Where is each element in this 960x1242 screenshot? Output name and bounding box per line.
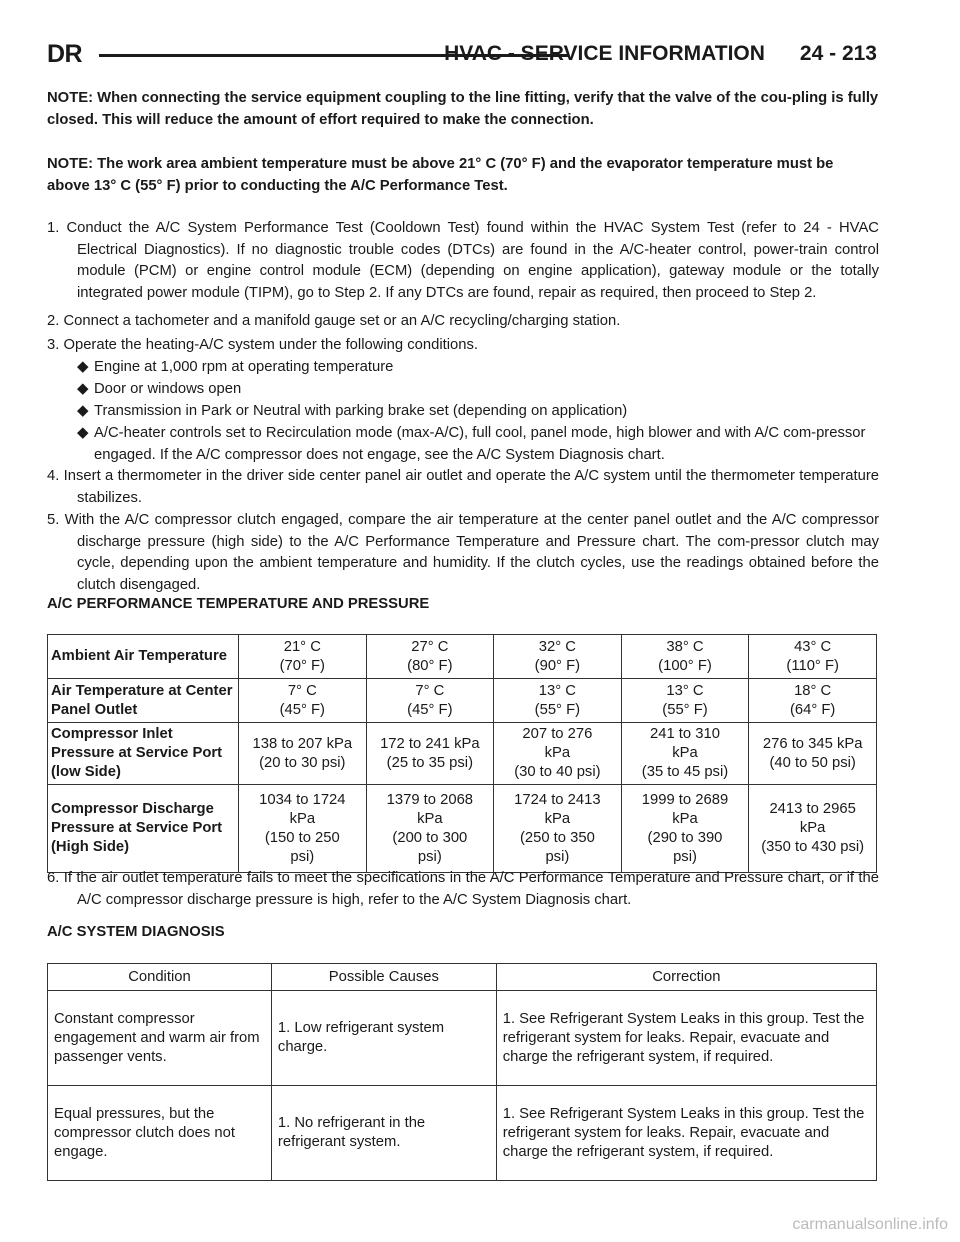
table-cell: 1. Low refrigerant system charge. [271,991,496,1086]
bullet-item: ◆ A/C-heater controls set to Recirculation mode (max-A/C), full cool, panel mode, high blower and with A/C com-pressor engaged. If the A/C compressor does not engage, see the A/C System Diagnosis chart. [77,425,866,463]
watermark: carmanualsonline.info [792,1216,948,1233]
table-row [48,679,877,723]
table-cell: 1724 to 2413 kPa (250 to 350 psi) [494,785,622,873]
table-cell: 1034 to 1724 kPa (150 to 250 psi) [239,785,367,873]
table-cell: 276 to 345 kPa (40 to 50 psi) [749,723,877,785]
column-header: Correction [496,964,876,991]
header-section-title: HVAC - SERVICE INFORMATION 24 - 213 [444,42,877,65]
table-row [48,991,877,1086]
note-temperature: NOTE: The work area ambient temperature must be above 21° C (70° F) and the evaporator temperature must be above 13° C (55° F) prior to conducting the A/C Performance Test. [47,156,834,194]
table-cell: 2413 to 2965 kPa (350 to 430 psi) [749,785,877,873]
step-2: 2. Connect a tachometer and a manifold gauge set or an A/C recycling/charging station. [47,313,621,329]
table-cell: 18° C (64° F) [749,679,877,723]
table-cell: 241 to 310 kPa (35 to 45 psi) [621,723,749,785]
table-cell: 1999 to 2689 kPa (290 to 390 psi) [621,785,749,873]
table-cell: 1. No refrigerant in the refrigerant system. [271,1086,496,1181]
table-cell: 1. See Refrigerant System Leaks in this group. Test the refrigerant system for leaks. Repair, evacuate and charge the refrigerant system, if required. [496,1086,876,1181]
table-cell: 27° C (80° F) [366,635,494,679]
header-model-code: DR [47,40,83,68]
table-cell: 13° C (55° F) [621,679,749,723]
table-cell: 7° C (45° F) [366,679,494,723]
table-row [48,635,877,679]
bullet-diamond-icon: ◆ [77,381,89,397]
bullet-diamond-icon: ◆ [77,403,89,419]
table-cell: Equal pressures, but the compressor clutch does not engage. [48,1086,272,1181]
table-cell: 38° C (100° F) [621,635,749,679]
table-cell: 21° C (70° F) [239,635,367,679]
table-cell: 138 to 207 kPa (20 to 30 psi) [239,723,367,785]
step-3: 3. Operate the heating-A/C system under the following conditions. [47,337,478,353]
note-coupling: NOTE: When connecting the service equipment coupling to the line fitting, verify that the valve of the cou-pling is fully closed. This will reduce the amount of effort required to make the connection. [47,90,879,128]
diagnosis-title: A/C SYSTEM DIAGNOSIS [47,924,225,940]
table-row [48,723,877,785]
column-header: Possible Causes [271,964,496,991]
table-cell: Constant compressor engagement and warm air from passenger vents. [48,991,272,1086]
table-cell: 32° C (90° F) [494,635,622,679]
bullet-item: ◆ Engine at 1,000 rpm at operating temperature [77,357,879,379]
row-header-cell: Ambient Air Temperature [48,635,239,679]
table-cell: 7° C (45° F) [239,679,367,723]
table-cell: 172 to 241 kPa (25 to 35 psi) [366,723,494,785]
performance-table [47,634,877,873]
page-header [47,40,877,70]
step-6: 6. If the air outlet temperature fails to meet the specifications in the A/C Performance Temperature and Pressure chart, or if the A/C compressor discharge pressure is high, refer to the A/C System Diagnosis chart. [47,870,879,908]
diagnosis-table [47,963,877,1181]
bullet-item: ◆ Transmission in Park or Neutral with parking brake set (depending on application) [77,401,879,423]
step-4: 4. Insert a thermometer in the driver side center panel air outlet and operate the A/C system until the thermometer temperature stabilizes. [47,468,879,506]
table-row [48,785,877,873]
table-cell: 1. See Refrigerant System Leaks in this group. Test the refrigerant system for leaks. Repair, evacuate and charge the refrigerant system, if required. [496,991,876,1086]
table-cell: 43° C (110° F) [749,635,877,679]
bullet-diamond-icon: ◆ [77,425,89,441]
column-header: Condition [48,964,272,991]
row-header-cell: Compressor Discharge Pressure at Service Port (High Side) [48,785,239,873]
step-5: 5. With the A/C compressor clutch engaged, compare the air temperature at the center panel outlet and the A/C compressor discharge pressure (high side) to the A/C Performance Temperature and Pressure chart. The com-pressor clutch may cycle, depending upon the ambient temperature and humidity. If the clutch cycles, use the readings obtained before the clutch disengaged. [47,512,879,593]
bullet-diamond-icon: ◆ [77,359,89,375]
performance-title: A/C PERFORMANCE TEMPERATURE AND PRESSURE [47,596,430,612]
bullet-item: ◆ Door or windows open [77,379,879,401]
row-header-cell: Compressor Inlet Pressure at Service Port (low Side) [48,723,239,785]
table-cell: 1379 to 2068 kPa (200 to 300 psi) [366,785,494,873]
table-cell: 207 to 276 kPa (30 to 40 psi) [494,723,622,785]
row-header-cell: Air Temperature at Center Panel Outlet [48,679,239,723]
table-row [48,1086,877,1181]
table-cell: 13° C (55° F) [494,679,622,723]
step-1: 1. Conduct the A/C System Performance Test (Cooldown Test) found within the HVAC System Test (refer to 24 - HVAC Electrical Diagnostics). If no diagnostic trouble codes (DTCs) are found in the A/C-heater control, power-train control module (PCM) or engine control module (ECM) (depending on engine application), gateway module or the totally integrated power module (TIPM), go to Step 2. If any DTCs are found, repair as required, then proceed to Step 2. [47,220,879,301]
